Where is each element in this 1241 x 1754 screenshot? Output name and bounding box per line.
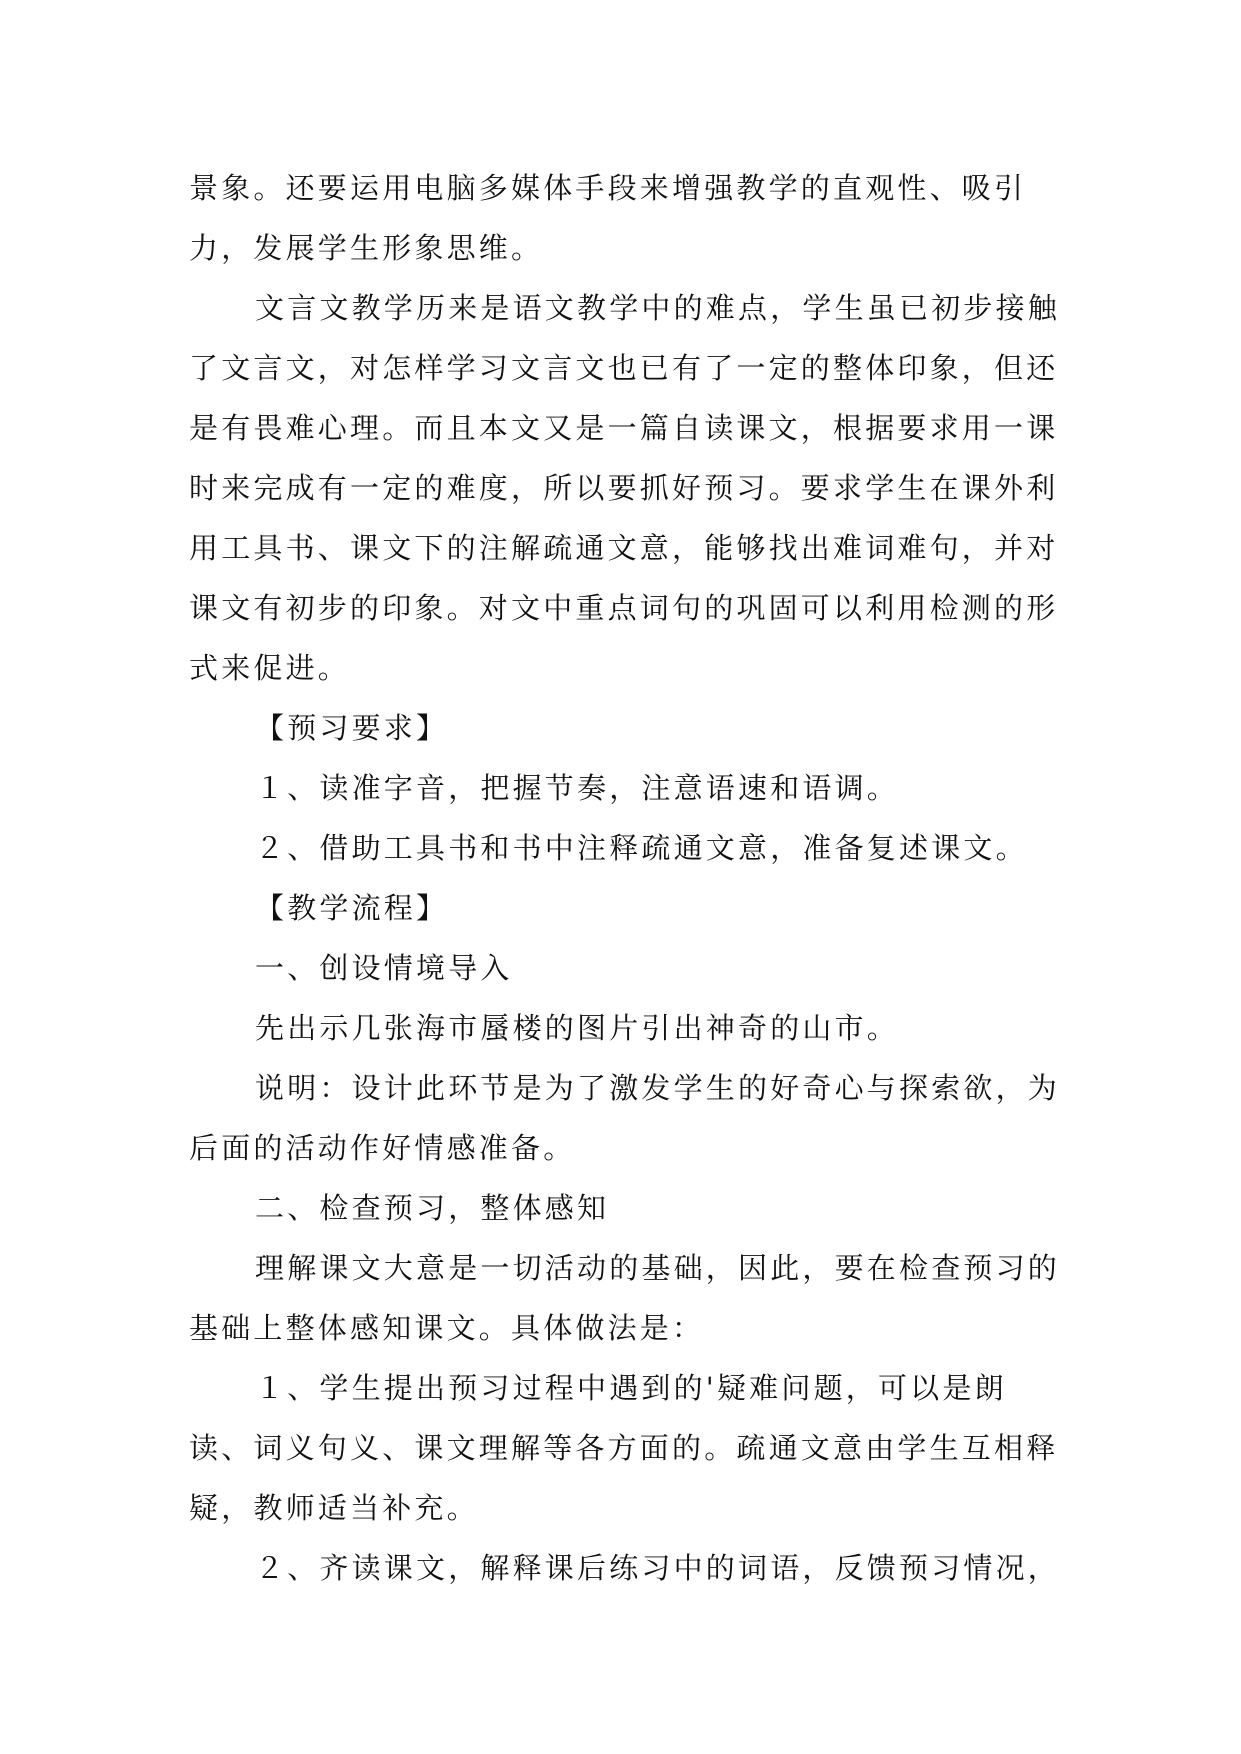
paragraph-step-2-intro: 理解课文大意是一切活动的基础，因此，要在检查预习的基础上整体感知课文。具体做法是： [189, 1251, 1061, 1345]
list-item-step-2-1: １、学生提出预习过程中遇到的'疑难问题，可以是朗读、词义句义、课文理解等各方面的。疏通文意由学生互相释疑，教师适当补充。 [189, 1371, 1059, 1525]
step-heading-1: 一、创设情境导入 [255, 951, 513, 985]
paragraph-classical-chinese-teaching: 文言文教学历来是语文教学中的难点，学生虽已初步接触了文言文，对怎样学习文言文也已有了一定的整体印象，但还是有畏难心理。而且本文又是一篇自读课文，根据要求用一课时来完成有一定的难度，所以要抓好预习。要求学生在课外利用工具书、课文下的注解疏通文意，能够找出难词难句，并对课文有初步的印象。对文中重点词句的巩固可以利用检测的形式来促进。 [189, 291, 1061, 685]
step-heading-2: 二、检查预习，整体感知 [255, 1191, 610, 1225]
document-body [189, 158, 1069, 1598]
list-item-step-2-2: ２、齐读课文，解释课后练习中的词语，反馈预习情况， [255, 1551, 1061, 1585]
list-item-preview-2: ２、借助工具书和书中注释疏通文意，准备复述课文。 [255, 831, 1028, 865]
section-heading-preview-requirements: 【预习要求】 [255, 711, 449, 745]
paragraph-step-1-activity: 先出示几张海市蜃楼的图片引出神奇的山市。 [255, 1011, 900, 1045]
paragraph-continuation: 景象。还要运用电脑多媒体手段来增强教学的直观性、吸引力，发展学生形象思维。 [189, 171, 1027, 265]
paragraph-step-1-explanation: 说明：设计此环节是为了激发学生的好奇心与探索欲，为后面的活动作好情感准备。 [189, 1071, 1061, 1165]
list-item-preview-1: １、读准字音，把握节奏，注意语速和语调。 [255, 771, 900, 805]
section-heading-teaching-process: 【教学流程】 [255, 891, 449, 925]
